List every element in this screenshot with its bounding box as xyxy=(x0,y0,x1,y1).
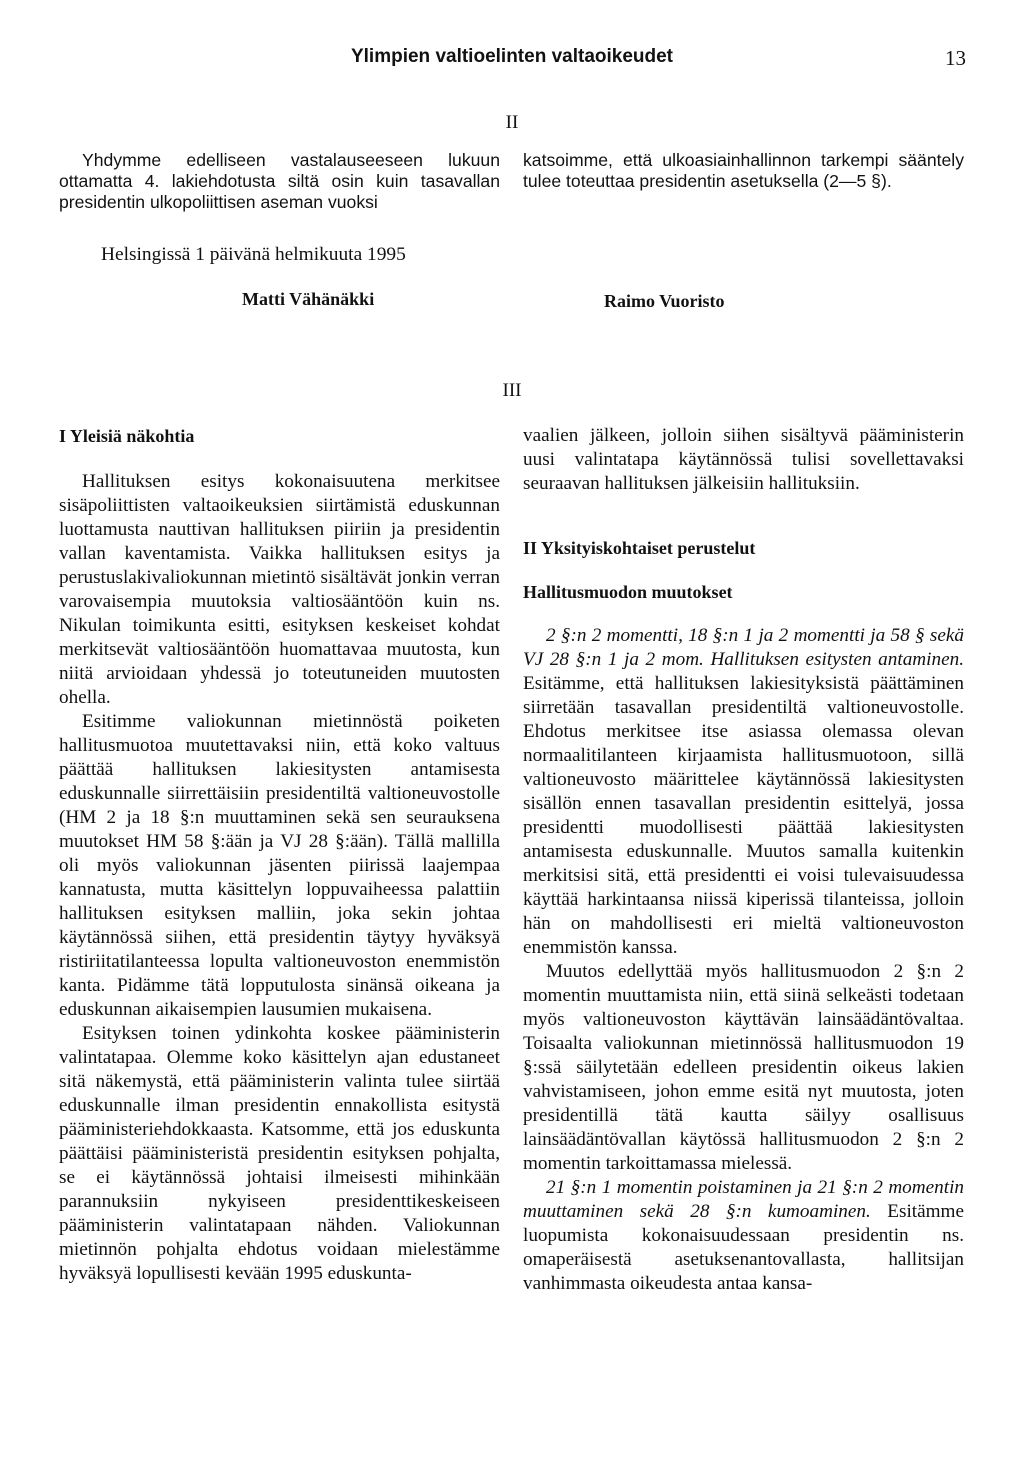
paragraph: Muutos edellyttää myös hallitusmuodon 2 §:n 2 momentin muuttamista niin, että siinä selkeästi todetaan myös valtioneuvoston käyttävän lainsäädäntövaltaa. Toisaalta valiokunnan mietinnössä hallitusmuodon 19 §:ssä säilytetään edelleen presidentin oikeus lakien vahvistamiseen, johon emme esitä nyt muutosta, joten presidentillä tätä kautta säilyy osallisuus lainsäädäntövallan käytössä hallitusmuodon 2 §:n 2 momentin tarkoittamassa mielessä. xyxy=(523,961,964,1174)
section-ii-right-text: katsoimme, että ulkoasiainhallinnon tarkempi sääntely tulee toteuttaa presidentin asetuksella (2—5 §). xyxy=(523,150,964,191)
section-reference: 2 §:n 2 momentti, 18 §:n 1 ja 2 momentti ja 58 § sekä VJ 28 §:n 1 ja 2 mom. Hallituksen esitysten antaminen. xyxy=(523,625,964,670)
running-title: Ylimpien valtioelinten valtaoikeudet xyxy=(350,46,674,67)
paragraph xyxy=(523,1176,964,1296)
heading-general-views: I Yleisiä näkohtia xyxy=(59,426,195,446)
paragraph: Esitimme valiokunnan mietinnöstä poiketen hallitusmuotoa muutettavaksi niin, että koko valtuus päättää hallituksen lakiesitysten antamisesta eduskunnalle siirrettäisiin presidentiltä valtioneuvostolle (HM 2 ja 18 §:n muuttaminen sekä sen seurauksena muutokset HM 58 §:ään ja VJ 28 §:ään). Tällä mallilla oli myös valiokunnan jäsenten piirissä laajempaa kannatusta, mutta käsittelyn loppuvaiheessa palattiin hallituksen esityksen malliin, joka sekin johtaa käytännössä siihen, että presidentin täytyy hyväksyä ristiriitatilanteessa lopulta valtioneuvoston enemmistön kanta. Pidämme tätä lopputulosta sinänsä oikeana ja eduskunnan aikaisempien lausumien mukaisena. xyxy=(59,711,500,1020)
signer-left: Matti Vähänäkki xyxy=(242,289,375,309)
section-reference: 21 §:n 1 momentin poistaminen ja 21 §:n 2 momentin muuttaminen sekä 28 §:n kumoaminen. xyxy=(523,1177,964,1222)
paragraph: Esityksen toinen ydinkohta koskee pääministerin valintatapaa. Olemme koko käsittelyn ajan edustaneet sitä näkemystä, että pääministerin valinta tulee siirtää eduskunnalle ilman presidentin ennakollista esitystä pääministeriehdokkaasta. Katsomme, että jos eduskunta päättäisi pääministeristä presidentin esityksen pohjalta, se ei käytännössä johtaisi ilmeisesti mihinkään parannuksiin nykyiseen presidenttikeskeiseen pääministerin valintatapaan nähden. Valiokunnan mietinnön pohjalta ehdotus voidaan mielestämme hyväksyä lopullisesti kevään 1995 eduskunta- xyxy=(59,1023,500,1284)
section-iii-right-column xyxy=(523,424,964,1296)
section-numeral-ii: II xyxy=(505,112,519,133)
running-header xyxy=(0,46,1024,76)
section-iii-left-column xyxy=(59,424,500,1286)
section-ii-left-column xyxy=(59,150,500,213)
section-ii-right-column xyxy=(523,150,964,192)
paragraph xyxy=(523,624,964,960)
heading-constitution-amendments: Hallitusmuodon muutokset xyxy=(523,582,733,602)
paragraph-text: Esitämme, että hallituksen lakiesityksistä päättäminen siirretään tasavallan presidentiltä valtioneuvostolle. Ehdotus merkitsee itse asiassa olemassa olevan normaalitilanteen kirjaamista hallitusmuotoon, sillä valtioneuvosto määrittelee käytännössä lakiesitysten sisällön ennen tasavallan presidentin esittelyä, jossa presidentti muodollisesti päättää lakiesitysten antamisesta eduskunnalle. Muutos samalla kuitenkin merkitsisi sitä, että presidentti ei voisi tulevaisuudessa käyttää harkintaansa niissä kiperissä tilanteissa, jolloin hän on mahdollisesti eri mieltä valtioneuvoston enemmistön kanssa. xyxy=(523,673,964,958)
heading-detailed-grounds: II Yksityiskohtaiset perustelut xyxy=(523,538,756,558)
page-number: 13 xyxy=(945,46,966,70)
paragraph-text: Esitämme luopumista kokonaisuudessaan presidentin ns. omaperäisestä asetuksenantovallasta, hallitsijan vanhimmasta oikeudesta antaa kansa- xyxy=(523,1201,964,1294)
paragraph: Hallituksen esitys kokonaisuutena merkitsee sisäpoliittisten valtaoikeuksien siirtämistä eduskunnan luottamusta nauttivan hallituksen piiriin ja presidentin vallan kaventamista. Vaikka hallituksen esitys ja perustuslakivaliokunnan mietintö sisältävät jonkin verran varovaisempia muutoksia valtiosääntöön kuin ns. Nikulan toimikunta esitti, esityksen keskeiset kohdat merkitsevät valtiosääntöön huomattavaa muutosta, kun niitä arvioidaan yhdessä jo toteutuneiden muutosten ohella. xyxy=(59,471,500,708)
place-date: Helsingissä 1 päivänä helmikuuta 1995 xyxy=(101,244,406,265)
signer-right: Raimo Vuoristo xyxy=(604,291,725,311)
paragraph: vaalien jälkeen, jolloin siihen sisältyvä pääministerin uusi valintatapa käytännössä tulisi sovellettavaksi seuraavan hallituksen jälkeisiin hallituksiin. xyxy=(523,425,964,494)
section-numeral-iii: III xyxy=(502,380,522,401)
section-ii-left-text: Yhdymme edelliseen vastalauseeseen lukuun ottamatta 4. lakiehdotusta siltä osin kuin tasavallan presidentin ulkopoliittisen aseman vuoksi xyxy=(59,150,500,212)
